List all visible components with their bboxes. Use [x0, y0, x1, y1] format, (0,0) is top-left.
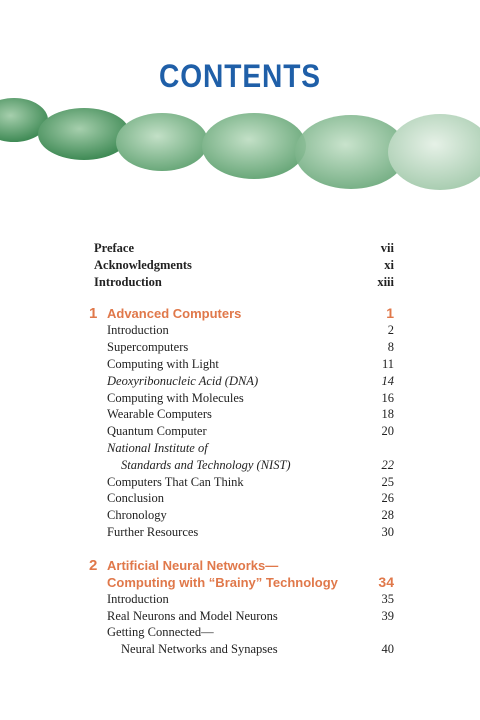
list-item[interactable]: Computing with Light 11	[107, 356, 394, 371]
list-item[interactable]: Introduction 2	[107, 323, 394, 338]
list-item[interactable]: Neural Networks and Synapses 40	[121, 642, 394, 657]
chapter-1-heading[interactable]	[89, 305, 394, 323]
list-item[interactable]: Further Resources 30	[107, 524, 394, 539]
list-item[interactable]: Computing with Molecules 16	[107, 390, 394, 405]
chapter-page: 1	[386, 305, 394, 322]
list-item[interactable]: Introduction xiii	[94, 274, 394, 289]
chapter-2-heading[interactable]	[89, 556, 394, 574]
list-item[interactable]: Real Neurons and Model Neurons 39	[107, 608, 394, 623]
list-item[interactable]: Quantum Computer 20	[107, 424, 394, 439]
list-item[interactable]: Preface vii	[94, 241, 394, 255]
list-item[interactable]: National Institute of	[107, 440, 208, 455]
list-item[interactable]: Chronology 28	[107, 508, 394, 523]
chapter-2-heading-line2[interactable]	[94, 574, 394, 591]
page-title: CONTENTS	[159, 58, 321, 94]
list-item[interactable]: Computers That Can Think 25	[107, 474, 394, 489]
chapter-1-entries	[94, 322, 394, 540]
chapter-page: 34	[378, 573, 394, 590]
front-matter-list	[94, 240, 394, 290]
green-bead-chain-icon	[0, 90, 480, 200]
chapter-number: 1	[89, 305, 98, 323]
list-item[interactable]: Standards and Technology (NIST) 22	[121, 457, 394, 472]
chapter-title-line1: Artificial Neural Networks—	[107, 557, 279, 573]
chapter-number: 2	[89, 556, 98, 574]
list-item[interactable]: Acknowledgments xi	[94, 257, 394, 272]
table-of-contents	[89, 240, 394, 658]
chapter-title: Advanced Computers	[107, 306, 242, 322]
list-item[interactable]: Introduction 35	[107, 591, 394, 606]
list-item[interactable]: Wearable Computers 18	[107, 407, 394, 422]
list-item[interactable]: Conclusion 26	[107, 491, 394, 506]
list-item[interactable]: Supercomputers 8	[107, 340, 394, 355]
list-item[interactable]: Deoxyribonucleic Acid (DNA) 14	[107, 373, 394, 388]
chapter-title-line2: Computing with “Brainy” Technology	[107, 574, 338, 590]
chapter-2-entries	[94, 591, 394, 658]
list-item[interactable]: Getting Connected—	[107, 625, 214, 640]
